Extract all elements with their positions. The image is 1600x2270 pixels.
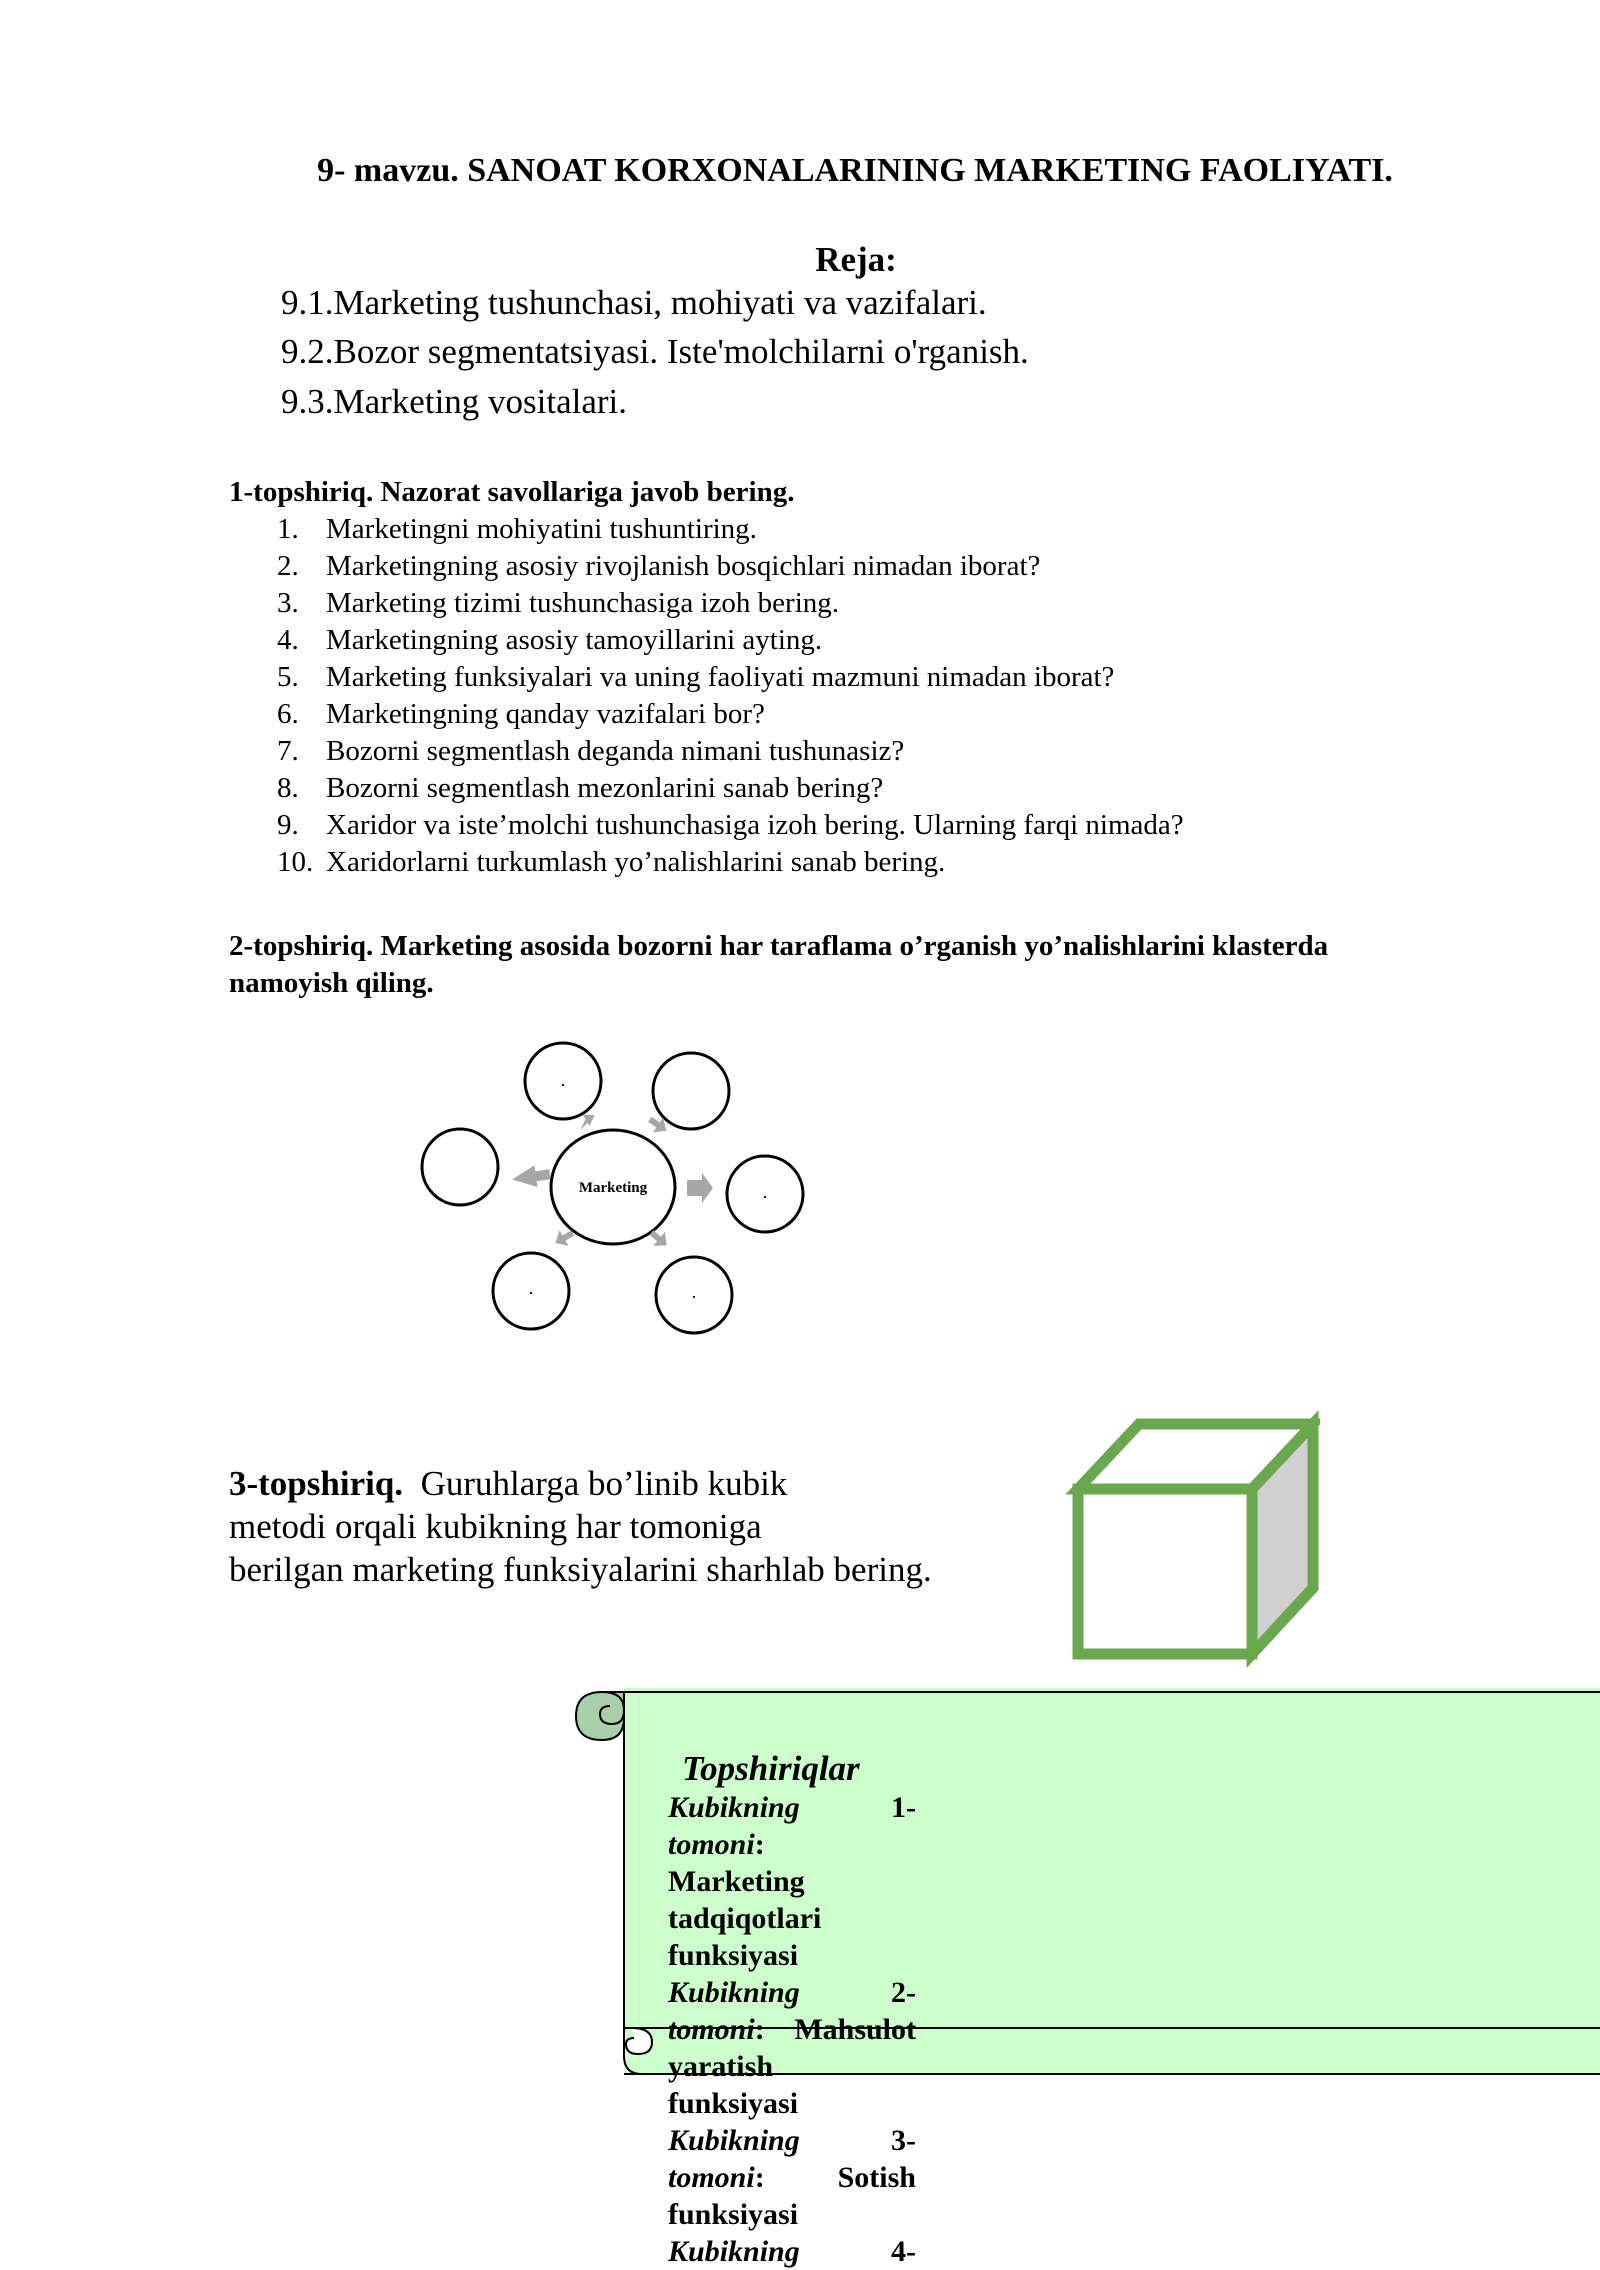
side-text: tadqiqotlari — [668, 1902, 822, 1935]
cluster-node-top-right — [653, 1053, 729, 1129]
side-label: Kubikning — [668, 1791, 800, 1824]
list-item — [277, 661, 1114, 694]
arrow-left-icon — [511, 1163, 552, 1190]
plan-item: 9.2.Bozor segmentatsiyasi. Iste'molchilarni o'rganish. — [281, 332, 1029, 371]
side-number: 2- — [891, 1976, 916, 2009]
side-label: tomoni — [668, 1828, 755, 1861]
question-number: 7. — [277, 735, 299, 767]
side-text: Mahsulot — [794, 2013, 916, 2046]
question-text: Bozorni segmentlash mezonlarini sanab bering? — [326, 772, 884, 804]
task2-heading-line: 2-topshiriq. Marketing asosida bozorni har taraflama o’rganish yo’nalishlarini klasterda — [229, 930, 1329, 962]
list-item — [277, 698, 765, 731]
side-label: Kubikning — [668, 2235, 800, 2268]
question-text: Marketing tizimi tushunchasiga izoh bering. — [326, 587, 840, 619]
list-item — [277, 513, 757, 546]
list-item — [277, 772, 883, 805]
question-number: 4. — [277, 624, 299, 656]
task2-heading-line: namoyish qiling. — [229, 967, 434, 999]
task1-heading: 1-topshiriq. Nazorat savollariga javob bering. — [229, 476, 795, 508]
scroll-title: Topshiriqlar — [682, 1749, 860, 1788]
task2-heading — [229, 928, 1489, 1002]
task3-line: metodi orqali kubikning har tomoniga — [229, 1507, 762, 1546]
side-text: Marketing — [668, 1865, 805, 1898]
list-item — [277, 624, 822, 657]
question-number: 6. — [277, 698, 299, 730]
cluster-node-label: . — [528, 1278, 534, 1298]
cluster-node-label: . — [762, 1182, 768, 1202]
side-label: tomoni — [668, 2161, 755, 2194]
question-text: Xaridor va iste’molchi tushunchasiga izoh bering. Ularning farqi nimada? — [326, 809, 1184, 841]
question-text: Xaridorlarni turkumlash yo’nalishlarini sanab bering. — [326, 846, 946, 878]
arrow-up-right-icon — [645, 1112, 672, 1138]
side-label: Kubikning — [668, 1976, 800, 2009]
list-item — [277, 550, 1040, 583]
page-title: 9- mavzu. SANOAT KORXONALARINING MARKETING FAOLIYATI. — [317, 152, 1393, 189]
plan-item: 9.1.Marketing tushunchasi, mohiyati va vazifalari. — [281, 283, 987, 322]
side-number: 1- — [891, 1791, 916, 1824]
question-number: 5. — [277, 661, 299, 693]
question-text: Marketingning asosiy tamoyillarini ayting. — [326, 624, 823, 656]
cube-side-1: Kubikning 1- tomoni: Marketing tadqiqotlari funksiyasi — [668, 1791, 916, 1972]
cluster-center-label: Marketing — [578, 1180, 648, 1196]
cube-icon — [1060, 1410, 1320, 1670]
side-text: funksiyasi — [668, 2198, 799, 2231]
task3-line: berilgan marketing funksiyalarini sharhlab bering. — [229, 1550, 932, 1589]
side-label: Kubikning — [668, 2124, 800, 2157]
side-text: funksiyasi — [668, 1939, 799, 1972]
side-label: tomoni — [668, 2013, 755, 2046]
arrow-up-left-icon — [574, 1110, 598, 1131]
list-item — [277, 846, 945, 879]
question-number: 1. — [277, 513, 299, 545]
question-number: 3. — [277, 587, 299, 619]
side-text: yaratish — [668, 2050, 773, 2083]
cluster-node-left — [422, 1129, 498, 1205]
side-number: 3- — [891, 2124, 916, 2157]
task3-line: Guruhlarga bo’linib kubik — [420, 1464, 788, 1503]
question-text: Marketingni mohiyatini tushuntiring. — [326, 513, 757, 545]
arrow-down-right-icon — [646, 1226, 673, 1253]
cluster-node-label: . — [560, 1070, 566, 1090]
list-item — [277, 809, 1184, 842]
question-text: Marketingning qanday vazifalari bor? — [326, 698, 765, 730]
plan-heading: Reja: — [815, 240, 897, 279]
question-number: 9. — [277, 809, 299, 841]
side-number: 4- — [891, 2235, 916, 2268]
list-item — [277, 735, 904, 768]
plan-item: 9.3.Marketing vositalari. — [281, 382, 628, 421]
task3-label: 3-topshiriq. — [229, 1464, 404, 1503]
scroll-content — [668, 1750, 916, 2270]
question-number: 8. — [277, 772, 299, 804]
cube-side-4 — [668, 2233, 916, 2270]
cube-side-3: Kubikning 3- tomoni: Sotish funksiyasi — [668, 2124, 916, 2231]
question-number: 2. — [277, 550, 299, 582]
question-number: 10. — [277, 846, 314, 878]
side-text: Sotish — [837, 2161, 916, 2194]
question-text: Bozorni segmentlash deganda nimani tushunasiz? — [326, 735, 905, 767]
task3-text — [229, 1462, 1029, 1591]
list-item — [277, 587, 839, 620]
cluster-diagram — [400, 1030, 820, 1350]
question-text: Marketingning asosiy rivojlanish bosqichlari nimadan iborat? — [326, 550, 1041, 582]
question-text: Marketing funksiyalari va uning faoliyati mazmuni nimadan iborat? — [326, 661, 1115, 693]
cube-side-2: Kubikning 2- tomoni: Mahsulot yaratish funksiyasi — [668, 1976, 916, 2120]
cluster-node-label: . — [691, 1282, 697, 1302]
arrow-right-icon — [687, 1173, 713, 1203]
side-text: funksiyasi — [668, 2087, 799, 2120]
